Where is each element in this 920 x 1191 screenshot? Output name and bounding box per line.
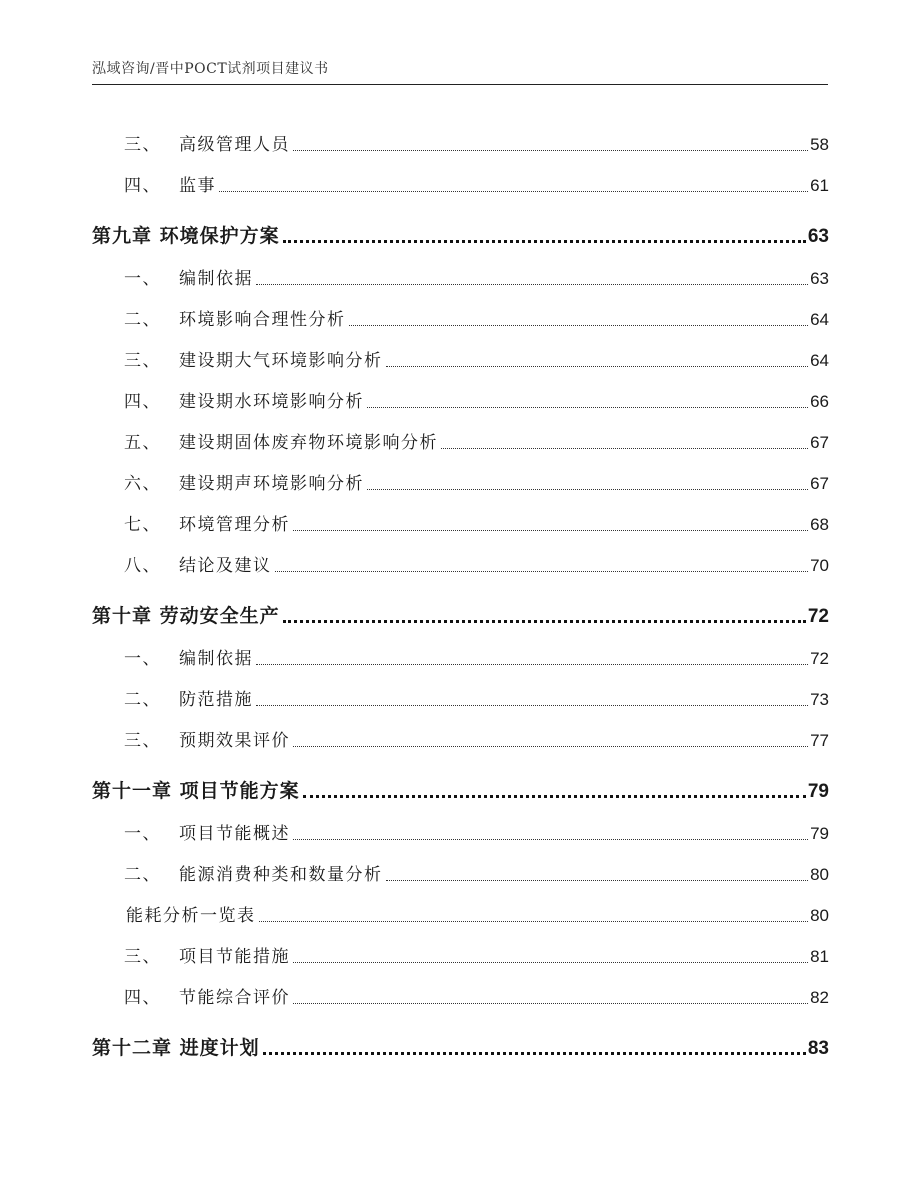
toc-entry-text: 第十二章 进度计划 [92,1037,260,1059]
toc-entry-label [124,264,253,289]
toc-entry-text: 节能综合评价 [179,988,290,1008]
toc-entry-number: 四、 [124,988,161,1008]
dot-leader [367,407,808,408]
toc-entry-label [124,469,364,494]
toc-entry-page-number: 63 [807,226,829,247]
toc-chapter-entry[interactable] [92,1008,829,1060]
toc-entry-text: 建设期大气环境影响分析 [179,351,383,371]
toc-section-entry[interactable] [92,412,829,453]
toc-entry-text: 项目节能措施 [179,947,290,967]
dot-leader [283,240,806,243]
toc-entry-label [124,387,364,412]
toc-section-entry[interactable] [92,248,829,289]
toc-entry-label [92,601,280,628]
toc-section-entry[interactable] [92,494,829,535]
toc-entry-label [124,644,253,669]
toc-entry-text: 项目节能概述 [179,824,290,844]
toc-entry-text: 高级管理人员 [179,135,290,155]
toc-entry-page-number: 58 [810,135,829,154]
toc-section-entry[interactable] [92,803,829,844]
toc-entry-page-number: 79 [810,824,829,843]
toc-entry-page-number: 64 [810,351,829,370]
dot-leader [293,1003,808,1004]
toc-chapter-entry[interactable] [92,196,829,248]
dot-leader [256,705,808,706]
toc-entry-label [124,726,290,751]
toc-entry-page-number: 61 [810,176,829,195]
toc-entry-number: 三、 [124,947,161,967]
toc-entry-page-number: 72 [810,649,829,668]
toc-entry-text: 能耗分析一览表 [126,906,256,926]
toc-entry-label [124,860,383,885]
toc-entry-number: 五、 [124,433,161,453]
toc-entry-page-number: 77 [810,731,829,750]
toc-entry-number: 三、 [124,731,161,751]
toc-entry-label [126,901,256,926]
toc-entry-text: 建设期声环境影响分析 [179,474,364,494]
toc-entry-label [124,130,290,155]
dot-leader [263,1052,806,1055]
dot-leader [256,664,808,665]
toc-section-entry[interactable] [92,710,829,751]
toc-entry-label [124,305,346,330]
toc-section-entry[interactable] [92,967,829,1008]
toc-entry-label [92,221,280,248]
toc-entry-page-number: 70 [810,556,829,575]
toc-entry-number: 八、 [124,556,161,576]
toc-chapter-entry[interactable] [92,751,829,803]
toc-entry-text: 环境影响合理性分析 [179,310,346,330]
toc-section-entry[interactable] [92,844,829,885]
toc-entry-page-number: 67 [810,474,829,493]
toc-section-entry[interactable] [92,371,829,412]
toc-entry-number: 二、 [124,310,161,330]
toc-section-entry[interactable] [92,155,829,196]
toc-entry-label [124,346,383,371]
toc-entry-label [124,551,272,576]
toc-entry-number: 四、 [124,392,161,412]
toc-entry-page-number: 72 [807,606,829,627]
toc-section-entry[interactable] [92,628,829,669]
toc-entry-page-number: 68 [810,515,829,534]
toc-entry-text: 编制依据 [179,649,253,669]
toc-entry-text: 第九章 环境保护方案 [92,225,280,247]
table-of-contents [92,114,829,1060]
toc-entry-number: 二、 [124,690,161,710]
header-title: 泓域咨询/晋中POCT试剂项目建议书 [92,61,329,77]
dot-leader [293,839,808,840]
dot-leader [349,325,809,326]
toc-entry-text: 结论及建议 [179,556,272,576]
toc-entry-number: 三、 [124,351,161,371]
dot-leader [386,366,809,367]
toc-entry-number: 三、 [124,135,161,155]
toc-entry-text: 能源消费种类和数量分析 [179,865,383,885]
toc-entry-label [124,819,290,844]
toc-entry-page-number: 80 [810,906,829,925]
toc-entry-text: 建设期固体废弃物环境影响分析 [179,433,438,453]
toc-entry-label [124,428,438,453]
toc-entry-text: 预期效果评价 [179,731,290,751]
dot-leader [256,284,808,285]
toc-entry-number: 一、 [124,824,161,844]
toc-entry-text: 编制依据 [179,269,253,289]
dot-leader [293,746,808,747]
toc-entry-page-number: 73 [810,690,829,709]
toc-entry-number: 一、 [124,269,161,289]
toc-entry-number: 六、 [124,474,161,494]
dot-leader [259,921,809,922]
header-divider [92,84,828,85]
toc-entry-text: 监事 [179,176,216,196]
toc-entry-number: 二、 [124,865,161,885]
toc-entry-label [124,510,290,535]
toc-entry-page-number: 79 [807,781,829,802]
toc-chapter-entry[interactable] [92,576,829,628]
dot-leader [219,191,808,192]
dot-leader [293,962,808,963]
toc-entry-label [124,983,290,1008]
toc-entry-text: 建设期水环境影响分析 [179,392,364,412]
toc-entry-text: 第十一章 项目节能方案 [92,780,300,802]
toc-section-entry[interactable] [92,453,829,494]
toc-section-entry[interactable] [92,114,829,155]
toc-entry-page-number: 80 [810,865,829,884]
toc-entry-label [124,171,216,196]
toc-entry-page-number: 81 [810,947,829,966]
toc-entry-label [92,776,300,803]
toc-entry-page-number: 83 [807,1038,829,1059]
toc-entry-number: 七、 [124,515,161,535]
toc-entry-page-number: 63 [810,269,829,288]
toc-entry-text: 环境管理分析 [179,515,290,535]
toc-section-entry[interactable] [92,330,829,371]
dot-leader [386,880,809,881]
toc-entry-page-number: 82 [810,988,829,1007]
toc-entry-number: 四、 [124,176,161,196]
toc-entry-page-number: 66 [810,392,829,411]
toc-section-entry[interactable] [92,289,829,330]
toc-section-entry[interactable] [92,885,829,926]
toc-section-entry[interactable] [92,535,829,576]
toc-entry-label [92,1033,260,1060]
toc-entry-page-number: 67 [810,433,829,452]
toc-entry-label [124,942,290,967]
dot-leader [367,489,808,490]
toc-entry-number: 一、 [124,649,161,669]
toc-entry-page-number: 64 [810,310,829,329]
toc-entry-text: 防范措施 [179,690,253,710]
toc-section-entry[interactable] [92,669,829,710]
toc-entry-text: 第十章 劳动安全生产 [92,605,280,627]
toc-entry-label [124,685,253,710]
dot-leader [283,620,806,623]
toc-section-entry[interactable] [92,926,829,967]
dot-leader [293,150,808,151]
dot-leader [293,530,808,531]
dot-leader [441,448,808,449]
dot-leader [303,795,806,798]
dot-leader [275,571,809,572]
